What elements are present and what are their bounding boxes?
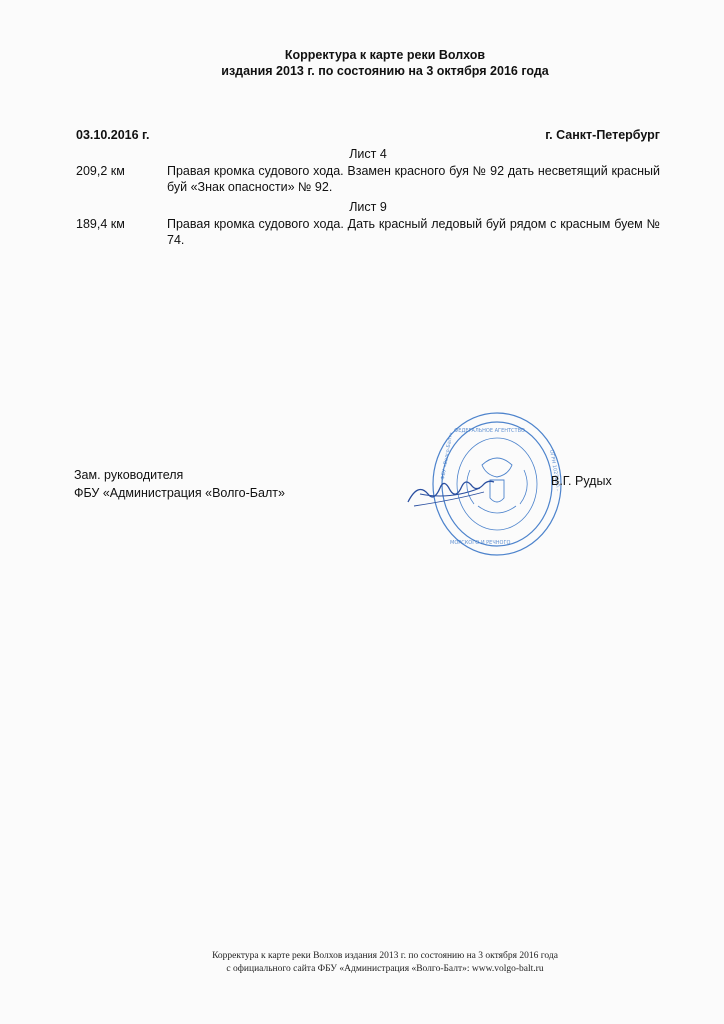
title-line-2: издания 2013 г. по состоянию на 3 октября 2016 года — [221, 64, 549, 78]
entry-text: Правая кромка судового хода. Дать красный ледовый буй рядом с красным буем № 74. — [167, 217, 660, 247]
document-date: 03.10.2016 г. — [76, 128, 150, 142]
svg-text:ФБУ «Волго-Балт»: ФБУ «Волго-Балт» — [440, 431, 455, 481]
entry-km: 209,2 км — [76, 164, 125, 178]
document-title — [0, 47, 724, 79]
svg-text:ФЕДЕРАЛЬНОЕ АГЕНТСТВО: ФЕДЕРАЛЬНОЕ АГЕНТСТВО — [454, 428, 525, 434]
entry-text: Правая кромка судового хода. Взамен красного буя № 92 дать несветящий красный буй «Знак опасности» № 92. — [167, 164, 660, 194]
signer-position-line-1: Зам. руководителя — [74, 468, 184, 482]
sheet-label: Лист 9 — [349, 200, 387, 214]
signer-position-line-2: ФБУ «Администрация «Волго-Балт» — [74, 486, 285, 500]
svg-text:ОГРН 1027810...: ОГРН 1027810... — [548, 449, 562, 493]
sheet-label: Лист 4 — [349, 147, 387, 161]
signer-name: В.Г. Рудых — [551, 474, 612, 488]
footer-line-2: с официального сайта ФБУ «Администрация «Волго-Балт»: www.volgo-balt.ru — [226, 964, 544, 974]
handwritten-signature — [400, 472, 500, 512]
signer-position — [74, 466, 285, 502]
entry-km: 189,4 км — [76, 217, 125, 231]
title-line-1: Корректура к карте реки Волхов — [284, 48, 486, 62]
footer-line-1: Корректура к карте реки Волхов издания 2013 г. по состоянию на 3 октября 2016 года — [212, 951, 558, 961]
svg-text:МОРСКОГО И РЕЧНОГО: МОРСКОГО И РЕЧНОГО — [450, 540, 511, 546]
document-footer — [0, 950, 724, 976]
document-city: г. Санкт-Петербург — [545, 128, 660, 142]
